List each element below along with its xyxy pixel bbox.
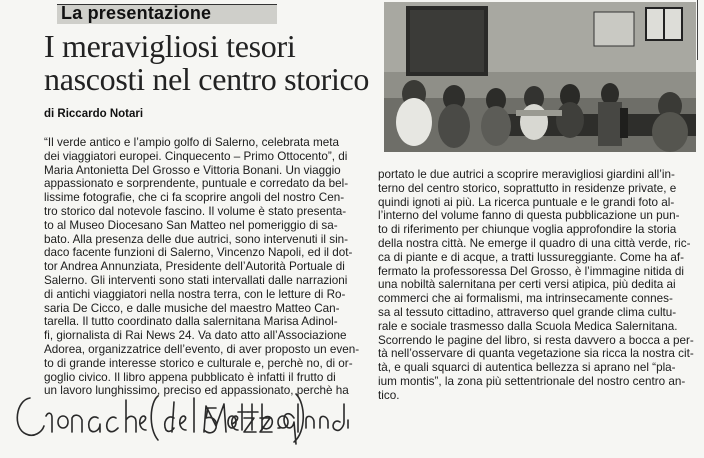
text-line: fermato la professoressa Del Grosso, è l’immagine nitida di	[378, 264, 684, 278]
handwriting-date	[202, 400, 352, 440]
text-line: to al Museo Diocesano San Matteo nel pomeriggio di sa-	[44, 218, 338, 232]
headline	[44, 30, 384, 96]
text-line: portato le due autrici a scoprire meravigliosi giardini all’in-	[378, 168, 675, 181]
section-label: La presentazione	[61, 3, 212, 23]
text-line: ium montis”, la zona più settentrionale del nostro centro an-	[378, 374, 686, 388]
text-line: tro storico dal notevole fascino. Il volume è stato presenta-	[44, 204, 347, 218]
byline: di Riccardo Notari	[44, 108, 144, 120]
text-line: Adorea, organizzatrice dell’evento, di aver proposto un even-	[44, 342, 360, 356]
text-line: una nobiltà salernitana per certi versi atipica, più dedita ai	[378, 278, 676, 292]
text-line: Salerno. Gli interventi sono stati intervallati dalle narrazioni	[44, 273, 348, 287]
text-line: tà nell’osservare di quanta vegetazione sia ricca la nostra cit-	[378, 347, 694, 361]
text-line: fi, giornalista di Rai News 24. Va dato atto all’Associazione	[44, 329, 347, 343]
text-line: tarella. Il tutto coordinato dalla salernitana Marisa Adinol-	[44, 315, 338, 329]
text-line: Maria Antonietta Del Grosso e Vittoria Bonani. Un viaggio	[44, 163, 341, 177]
event-photo	[384, 2, 696, 152]
text-line: appassionato e sorprendente, puntuale e corredato da bel-	[44, 177, 349, 191]
text-line: to di riferimento per chiunque voglia approfondire la storia	[378, 223, 677, 237]
text-line: di antichi viaggiatori nella nostra terra, con le letture di Ro-	[44, 287, 346, 301]
text-line: commerci che ai formalismi, ma intrinsecamente connes-	[378, 292, 673, 306]
column-rule	[697, 0, 698, 60]
text-line: un lavoro lunghissimo, preciso ed appassionato, perchè ha	[44, 384, 349, 398]
text-line: ca di piante e di acque, a tratti lussureggiante. Come ha af-	[378, 250, 685, 264]
text-line: Scorrendo le pagine del libro, si resta davvero a bocca a per-	[378, 333, 694, 347]
text-line: rale e sociale trasmesso dalla Scuola Medica Salernitana.	[378, 319, 678, 333]
text-line: dei viaggiatori europei. Cinquecento – Primo Ottocento”, di	[44, 149, 348, 163]
text-line: bato. Alla presenza delle due autrici, sono intervenuti il sin-	[44, 232, 349, 246]
text-line: tà, e quali squarci di autentica bellezza si aprano nel “pla-	[378, 361, 676, 375]
text-line: goglio civico. Il libro appena pubblicato è infatti il frutto di	[44, 370, 336, 384]
section-tag	[57, 4, 277, 24]
headline-line-2: nascosti nel centro storico	[44, 61, 370, 97]
text-line: della nostra città. Ne emerge il quadro di una città verde, ric-	[378, 236, 691, 250]
text-line: saria De Cicco, e dalle musiche del maestro Matteo Can-	[44, 301, 340, 315]
article-column-2	[378, 168, 696, 403]
text-line: quindi ignoti ai più. La ricerca puntuale e le grandi foto al-	[378, 195, 675, 209]
text-line: l’interno del volume fanno di questa pubblicazione un pun-	[378, 209, 680, 223]
text-line: “Il verde antico e l’ampio golfo di Salerno, celebrata meta	[44, 136, 339, 149]
text-line: terno del centro storico, soprattutto in residenze private, e	[378, 181, 677, 195]
text-line: daco facente funzioni di Salerno, Vincenzo Napoli, ed il dot-	[44, 246, 353, 260]
article-column-1	[44, 136, 366, 398]
text-line: sa al tessuto cittadino, attraverso quel grande clima cultu-	[378, 305, 677, 319]
text-line: tor Andrea Annunziata, Presidente dell’Autorità Portuale di	[44, 260, 345, 274]
event-photo-image	[384, 2, 696, 152]
text-line: lissime fotografie, che ci fa scoprire angoli del nostro Cen-	[44, 191, 345, 205]
headline-line-1: I meravigliosi tesori	[44, 28, 296, 64]
text-line: to di grande interesse storico e culturale e, perchè no, di or-	[44, 356, 353, 370]
text-line: tico.	[378, 388, 400, 402]
